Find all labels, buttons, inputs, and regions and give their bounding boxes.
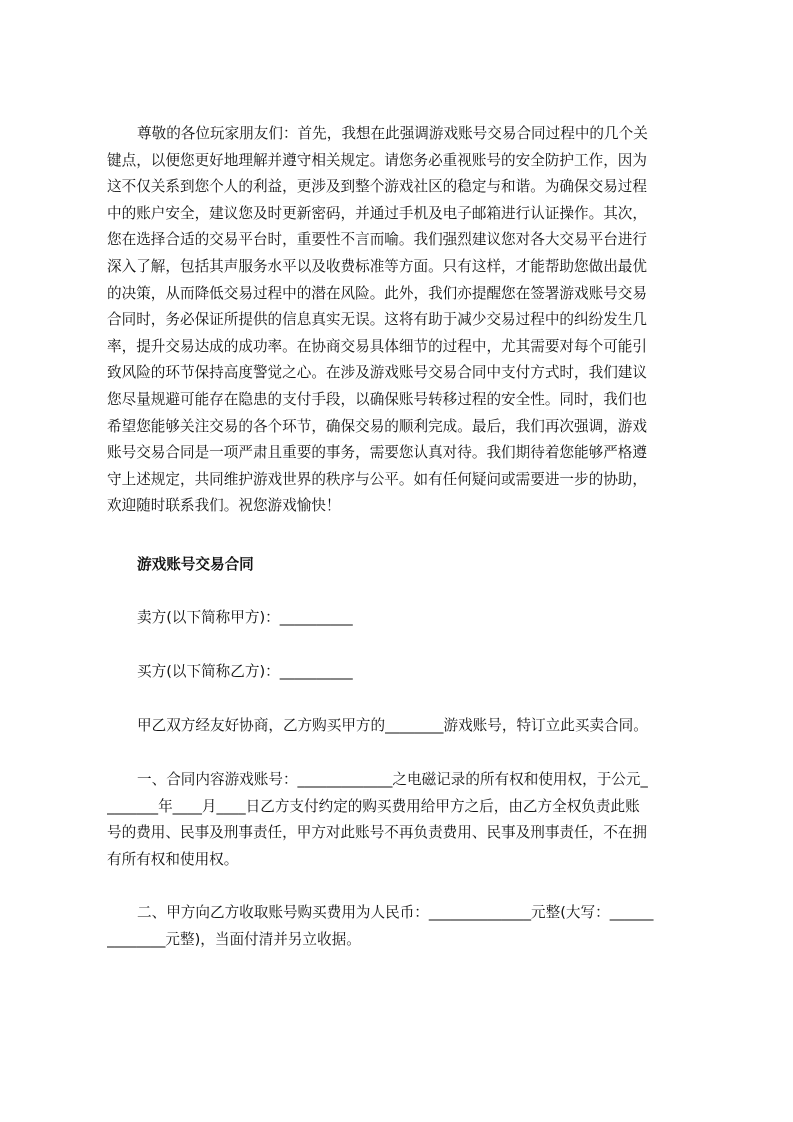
intro-line: 账号交易合同是一项严肃且重要的事务，需要您认真对待。我们期待着您能够严格遵 <box>107 444 647 462</box>
contract-section <box>107 555 699 975</box>
intro-paragraph <box>107 124 699 534</box>
intro-line: 您在选择合适的交易平台时，重要性不言而喻。我们强烈建议您对各大交易平台进行 <box>107 231 647 249</box>
intro-line: 希望您能够关注交易的各个环节，确保交易的顺利完成。最后，我们再次强调，游戏 <box>107 417 647 435</box>
contract-preamble: 甲乙双方经友好协商，乙方购买甲方的________游戏账号，特订立此买卖合同。 <box>137 717 648 734</box>
intro-line: 的决策，从而降低交易过程中的潜在风险。此外，我们亦提醒您在签署游戏账号交易 <box>107 284 647 302</box>
clause-2-line: 二、甲方向乙方收取账号购买费用为人民币：______________元整(大写：______ <box>137 904 654 921</box>
buyer-field: 买方(以下简称乙方)：__________ <box>137 663 353 680</box>
intro-line: 守上述规定，共同维护游戏世界的秩序与公平。如有任何疑问或需要进一步的协助， <box>107 470 647 488</box>
contract-title: 游戏账号交易合同 <box>137 556 254 573</box>
seller-field: 卖方(以下简称甲方)：__________ <box>137 609 353 626</box>
clause-2-line: ________元整)，当面付清并另立收据。 <box>107 930 361 948</box>
intro-line: 中的账户安全，建议您及时更新密码，并通过手机及电子邮箱进行认证操作。其次， <box>107 204 647 222</box>
intro-line: 欢迎随时联系我们。祝您游戏愉快！ <box>107 497 341 515</box>
clause-1-line: 有所有权和使用权。 <box>107 850 239 868</box>
intro-line: 尊敬的各位玩家朋友们：首先，我想在此强调游戏账号交易合同过程中的几个关 <box>137 125 648 142</box>
intro-line: 这不仅关系到您个人的利益，更涉及到整个游戏社区的稳定与和谐。为确保交易过程 <box>107 178 647 196</box>
clause-1-line: 一、合同内容游戏账号：_____________之电磁记录的所有权和使用权，于公元_ <box>137 771 648 788</box>
clause-1-line: _______年____月____日乙方支付约定的购买费用给甲方之后，由乙方全权负责此账 <box>107 797 640 815</box>
clause-1-line: 号的费用、民事及刑事责任，甲方对此账号不再负责费用、民事及刑事责任，不在拥 <box>107 824 647 842</box>
intro-line: 深入了解，包括其声服务水平以及收费标准等方面。只有这样，才能帮助您做出最优 <box>107 258 647 275</box>
intro-line: 率，提升交易达成的成功率。在协商交易具体细节的过程中，尤其需要对每个可能引 <box>107 337 647 355</box>
intro-line: 致风险的环节保持高度警觉之心。在涉及游戏账号交易合同中支付方式时，我们建议 <box>107 364 647 382</box>
intro-line: 您尽量规避可能存在隐患的支付手段，以确保账号转移过程的安全性。同时，我们也 <box>107 391 647 408</box>
intro-line: 键点，以便您更好地理解并遵守相关规定。请您务必重视账号的安全防护工作，因为 <box>107 151 647 169</box>
intro-line: 合同时，务必保证所提供的信息真实无误。这将有助于减少交易过程中的纠纷发生几 <box>107 311 647 329</box>
